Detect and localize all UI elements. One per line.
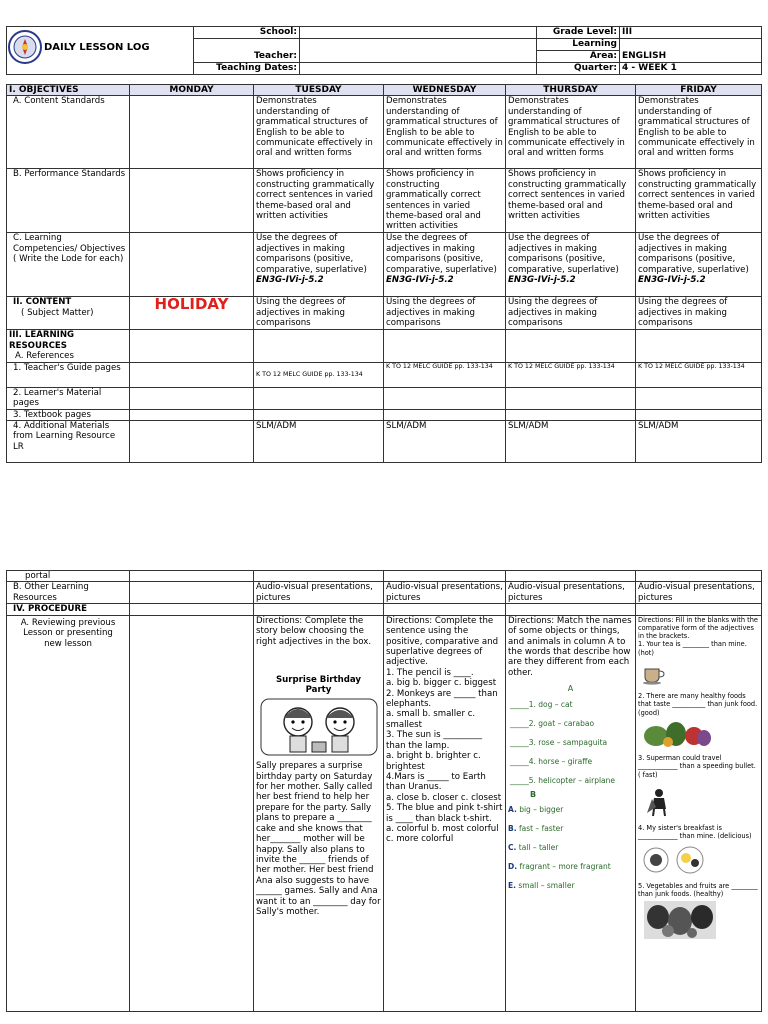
tuesday-cell (254, 233, 384, 297)
column-b-item: D. fragrant – more fragrant (508, 862, 611, 872)
column-b-item: C. tall – taller (508, 843, 559, 853)
friday-cell (636, 362, 762, 387)
thursday-cell (506, 362, 636, 387)
content-label: II. CONTENT (13, 297, 72, 308)
friday-item-3: 3. Superman could travel ____________ than a speeding bullet. ( fast) (638, 754, 756, 779)
grade-level-value: III (620, 27, 762, 39)
learning-area-value: ENGLISH (620, 39, 762, 63)
tuesday-cell: SLM/ADM (254, 421, 384, 463)
row-label: A. Content Standards (7, 96, 130, 169)
friday-cell (636, 615, 762, 1011)
teaching-dates-label: Teaching Dates: (194, 63, 300, 75)
tuesday-cell (254, 615, 384, 1011)
other-resources-row (7, 582, 762, 604)
story-text: Sally prepares a surprise birthday party on Saturday for her mother. Sally called her best friend to help her prepare for the party. Sally plans to prepare a ________ cake and she knows that her_______ mother will be happy. Sally also plans to invite the ______ friends of her mother. Her best friend Ana also suggests to have ______ games. Sally and Ana want it to an ________ day for Sally's mother. (256, 761, 381, 917)
column-b-item: B. fast – faster (508, 824, 564, 834)
learning-resources-label: III. LEARNING RESOURCES (9, 330, 75, 351)
monday-cell (130, 615, 254, 1011)
superman-image (646, 787, 759, 820)
competency-text: Use the degrees of adjectives in making comparisons (positive, comparative, superlative) (256, 233, 367, 275)
tuesday-cell: Using the degrees of adjectives in making comparisons (254, 297, 384, 330)
portal-row (7, 571, 762, 582)
column-header-tuesday: TUESDAY (254, 85, 384, 96)
school-label: School: (194, 27, 300, 39)
row-label (7, 297, 130, 330)
column-header-thursday: THURSDAY (506, 85, 636, 96)
column-header-friday: FRIDAY (636, 85, 762, 96)
column-b-label: B (530, 789, 537, 799)
column-a-item: _____2. goat – carabao (510, 718, 595, 728)
additional-materials-row (7, 421, 762, 463)
friday-item-2: 2. There are many healthy foods that taste __________ than junk food. (good) (638, 692, 758, 717)
friday-cell: Audio-visual presentations, pictures (636, 582, 762, 604)
row-label: 4. Additional Materials from Learning Resource LR (7, 421, 130, 463)
wednesday-cell (384, 362, 506, 387)
wednesday-cell: Audio-visual presentations, pictures (384, 582, 506, 604)
column-b-item: A. big – bigger (508, 805, 564, 815)
row-label: B. Other Learning Resources (7, 582, 130, 604)
fruits-vegetables-image (644, 901, 759, 942)
header-table (6, 26, 762, 75)
row-label: IV. PROCEDURE (7, 604, 130, 615)
tuesday-directions: Directions: Complete the story below choosing the right adjectives in the box. (256, 615, 372, 647)
monday-cell (130, 96, 254, 169)
breakfast-image (640, 845, 759, 878)
learning-area-label-1: Learning (537, 39, 620, 51)
competency-code: EN3G-IVi-j-5.2 (256, 275, 324, 286)
column-header-monday: MONDAY (130, 85, 254, 96)
content-row (7, 297, 762, 330)
guide-pages: K TO 12 MELC GUIDE pp. 133-134 (386, 362, 493, 370)
wednesday-exercise: Directions: Complete the sentence using the positive, comparative and superlative degrees of adjective. 1. The pencil is ____. a. big b. bigger c. biggest 2. Monkeys are _____ than elephants. a. small b. smaller c. smallest 3. The sun is _________ than the lamp. a. bright b. brighter c. brightest 4.Mars is _____ to Earth than Uranus. a. close b. closer c. closest 5. The blue and pink t-shirt is ____ than black t-shirt. a. colorful b. most colorful c. more colorful (386, 615, 503, 845)
tuesday-cell (254, 362, 384, 387)
wednesday-cell: Demonstrates understanding of grammatical structures of English to be able to communicate effectively in oral and written forms (384, 96, 506, 169)
row-label (7, 330, 130, 362)
column-a-item: _____3. rose – sampaguita (510, 737, 608, 747)
story-illustration (260, 698, 377, 759)
guide-pages: K TO 12 MELC GUIDE pp. 133-134 (638, 362, 745, 370)
column-b-item: E. small – smaller (508, 881, 575, 891)
procedure-row (7, 604, 762, 615)
learners-material-row (7, 387, 762, 409)
thursday-cell: Shows proficiency in constructing grammatically correct sentences in varied theme-based oral and written activities (506, 169, 636, 233)
friday-cell: SLM/ADM (636, 421, 762, 463)
quarter-value: 4 - WEEK 1 (620, 63, 762, 75)
column-a-label: A (567, 684, 574, 694)
thursday-cell (506, 233, 636, 297)
row-label: B. Performance Standards (7, 169, 130, 233)
wednesday-cell: Shows proficiency in constructing grammatically correct sentences in varied theme-based oral and written activities (384, 169, 506, 233)
lesson-log-table (6, 84, 762, 463)
content-sub-label: ( Subject Matter) (21, 307, 94, 318)
document-title: DAILY LESSON LOG (44, 42, 150, 53)
story-title: Surprise Birthday Party (275, 675, 362, 696)
thursday-cell: Demonstrates understanding of grammatical structures of English to be able to communicate effectively in oral and written forms (506, 96, 636, 169)
thursday-cell (506, 615, 636, 1011)
friday-cell (636, 233, 762, 297)
row-label: 3. Textbook pages (7, 409, 130, 420)
competencies-row (7, 233, 762, 297)
friday-item-1: 1. Your tea is ________ than mine. (hot) (638, 640, 747, 657)
quarter-label: Quarter: (537, 63, 620, 75)
tuesday-cell: Demonstrates understanding of grammatical structures of English to be able to communicate effectively in oral and written forms (254, 96, 384, 169)
column-header-row (7, 85, 762, 96)
thursday-cell: Audio-visual presentations, pictures (506, 582, 636, 604)
school-field[interactable] (300, 27, 537, 39)
column-a-item: _____1. dog – cat (510, 699, 573, 709)
thursday-cell: SLM/ADM (506, 421, 636, 463)
thursday-cell: Using the degrees of adjectives in making comparisons (506, 297, 636, 330)
teaching-dates-field[interactable] (300, 63, 537, 75)
references-label: A. References (15, 351, 74, 362)
row-label: 2. Learner's Material pages (7, 387, 130, 409)
tuesday-cell: Shows proficiency in constructing grammatically correct sentences in varied theme-based oral and written activities (254, 169, 384, 233)
row-label: C. Learning Competencies/ Objectives ( Write the Lode for each) (7, 233, 130, 297)
wednesday-cell: SLM/ADM (384, 421, 506, 463)
performance-standards-row (7, 169, 762, 233)
competency-code: EN3G-IVi-j-5.2 (638, 275, 706, 286)
friday-cell: Shows proficiency in constructing grammatically correct sentences in varied theme-based oral and written activities (636, 169, 762, 233)
monday-cell (130, 421, 254, 463)
thursday-directions: Directions: Match the names of some objects or things, and animals in column A to the words that describe how are they different from each other. (508, 615, 632, 678)
monday-cell (130, 582, 254, 604)
wednesday-cell (384, 615, 506, 1011)
holiday-label: HOLIDAY (154, 296, 229, 314)
row-label: A. Reviewing previous Lesson or presenting new lesson (7, 615, 130, 1011)
content-standards-row (7, 96, 762, 169)
teacher-label: Teacher: (194, 39, 300, 63)
competency-text: Use the degrees of adjectives in making comparisons (positive, comparative, superlative) (508, 233, 619, 275)
monday-cell (130, 233, 254, 297)
column-a-item: _____4. horse – giraffe (510, 756, 593, 766)
friday-cell: Using the degrees of adjectives in making comparisons (636, 297, 762, 330)
monday-cell (130, 362, 254, 387)
grade-level-label: Grade Level: (537, 27, 620, 39)
vegetables-image (642, 720, 759, 751)
competency-text: Use the degrees of adjectives in making comparisons (positive, comparative, superlative) (638, 233, 749, 275)
friday-item-4: 4. My sister's breakfast is ____________ than mine. (delicious) (638, 824, 752, 841)
column-b-list (508, 800, 633, 895)
competency-code: EN3G-IVi-j-5.2 (386, 275, 454, 286)
learning-resources-row (7, 330, 762, 362)
column-a-list (508, 695, 633, 790)
friday-item-5: 5. Vegetables and fruits are ________ than junk foods. (healthy) (638, 882, 758, 899)
friday-cell: Demonstrates understanding of grammatical structures of English to be able to communicate effectively in oral and written forms (636, 96, 762, 169)
textbook-row (7, 409, 762, 420)
tea-cup-image (642, 663, 759, 688)
competency-text: Use the degrees of adjectives in making comparisons (positive, comparative, superlative) (386, 233, 497, 275)
column-header-wednesday: WEDNESDAY (384, 85, 506, 96)
lesson-log-table-continued (6, 570, 762, 1012)
column-header-objectives: I. OBJECTIVES (7, 85, 130, 96)
learning-area-label-2: Area: (537, 51, 620, 63)
reviewing-row (7, 615, 762, 1011)
tuesday-cell: Audio-visual presentations, pictures (254, 582, 384, 604)
friday-directions: Directions: Fill in the blanks with the comparative form of the adjectives in the brackets. (638, 615, 758, 641)
teachers-guide-row (7, 362, 762, 387)
monday-cell (130, 169, 254, 233)
guide-pages: K TO 12 MELC GUIDE pp. 133-134 (508, 362, 615, 370)
wednesday-cell (384, 233, 506, 297)
competency-code: EN3G-IVi-j-5.2 (508, 275, 576, 286)
teacher-field[interactable] (300, 39, 537, 63)
guide-pages: K TO 12 MELC GUIDE pp. 133-134 (256, 370, 363, 378)
monday-cell (130, 297, 254, 330)
column-a-item: _____5. helicopter – airplane (510, 775, 616, 785)
wednesday-cell: Using the degrees of adjectives in making comparisons (384, 297, 506, 330)
row-label: 1. Teacher's Guide pages (7, 362, 130, 387)
row-label: portal (7, 571, 130, 582)
